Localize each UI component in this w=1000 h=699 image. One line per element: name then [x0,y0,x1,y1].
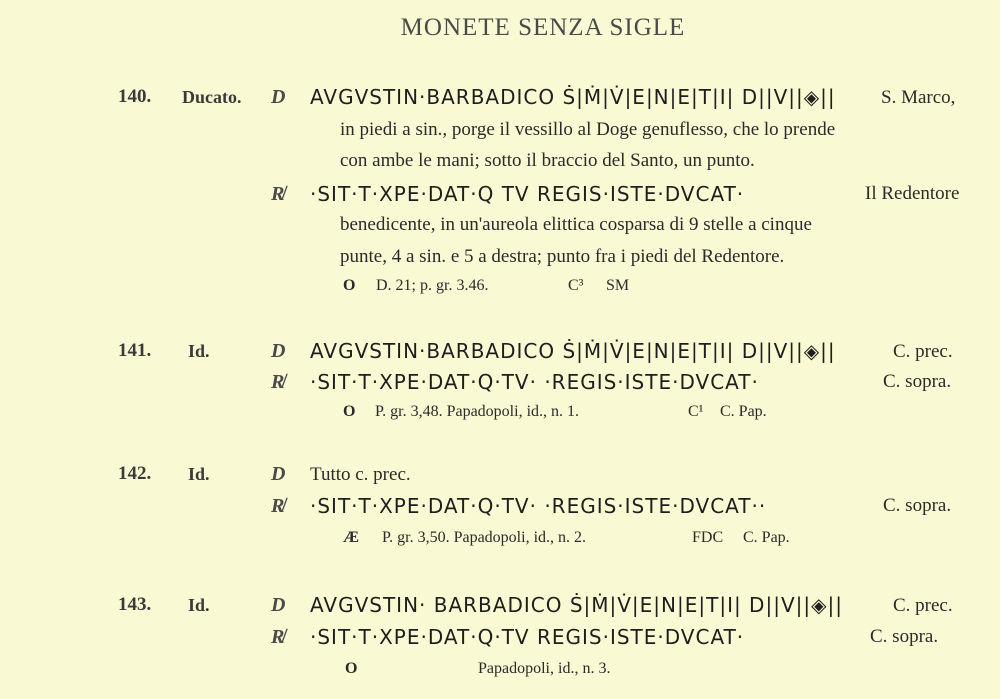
obverse-sigil: D [271,594,286,616]
grade: C¹ [688,403,704,420]
reverse-description: C. sopra. [870,626,939,647]
obverse-sigil: D [271,463,286,485]
obverse-description: C. prec. [893,341,953,362]
entry-number: 141. [118,340,152,361]
reverse-legend: ·SIT·T·XPE·DAT·Q·TV· ·REGIS·ISTE·DVCAT·· [310,494,767,518]
reverse-sigil: R̸ [271,371,285,393]
obverse-sigil: D [271,340,286,362]
metal-symbol: O [343,277,356,294]
obverse-legend: AVGVSTIN·BARBADICO Ṡ|Ṁ|V̇|E|N|E|T|I| D||V||◈|| [310,339,836,363]
grade: FDC [692,529,724,546]
reverse-description: benedicente, in un'aureola elittica cosparsa di 9 stelle a cinque [340,214,812,235]
reverse-legend: ·SIT·T·XPE·DAT·Q·TV REGIS·ISTE·DVCAT· [310,625,745,649]
reverse-description: C. sopra. [883,371,952,392]
grade: C³ [568,277,584,294]
entry-kind: Ducato. [182,87,242,107]
metal-symbol: O [343,403,356,420]
reverse-legend: ·SIT·T·XPE·DAT·Q TV REGIS·ISTE·DVCAT· [310,182,745,206]
entry-kind: Id. [188,595,210,615]
metal-symbol: O [345,660,358,677]
obverse-legend: AVGVSTIN·BARBADICO Ṡ|Ṁ|V̇|E|N|E|T|I| D||V||◈|| [310,85,836,109]
obverse-sigil: D [271,86,286,108]
reference-note: D. 21; p. gr. 3.46. [376,277,489,294]
entry-number: 143. [118,594,152,615]
entry-kind: Id. [188,341,210,361]
obverse-description: con ambe le mani; sotto il braccio del Santo, un punto. [340,150,755,171]
collection: SM [606,277,630,294]
page-title: MONETE SENZA SIGLE [400,14,686,41]
reverse-sigil: R̸ [271,183,285,205]
obverse-description: C. prec. [893,595,953,616]
entry-kind: Id. [188,464,210,484]
collection: C. Pap. [743,529,790,546]
obverse-description: S. Marco, [881,87,956,108]
entry-number: 140. [118,86,152,107]
reverse-description: Il Redentore [865,183,960,204]
reference-note: P. gr. 3,50. Papadopoli, id., n. 2. [382,529,587,546]
reference-note: P. gr. 3,48. Papadopoli, id., n. 1. [375,403,580,420]
entry-number: 142. [118,463,152,484]
reverse-sigil: R̸ [271,495,285,517]
reverse-legend: ·SIT·T·XPE·DAT·Q·TV· ·REGIS·ISTE·DVCAT· [310,370,759,394]
collection: C. Pap. [720,403,767,420]
reference-note: Papadopoli, id., n. 3. [478,660,611,677]
obverse-legend: Tutto c. prec. [310,464,411,485]
metal-symbol: Æ [343,529,359,546]
obverse-description: in piedi a sin., porge il vessillo al Doge genuflesso, che lo prende [340,119,836,140]
reverse-sigil: R̸ [271,626,285,648]
obverse-legend: AVGVSTIN· BARBADICO Ṡ|Ṁ|V̇|E|N|E|T|I| D||V||◈|| [310,593,843,617]
reverse-description: C. sopra. [883,495,952,516]
reverse-description: punte, 4 a sin. e 5 a destra; punto fra i piedi del Redentore. [340,246,785,267]
